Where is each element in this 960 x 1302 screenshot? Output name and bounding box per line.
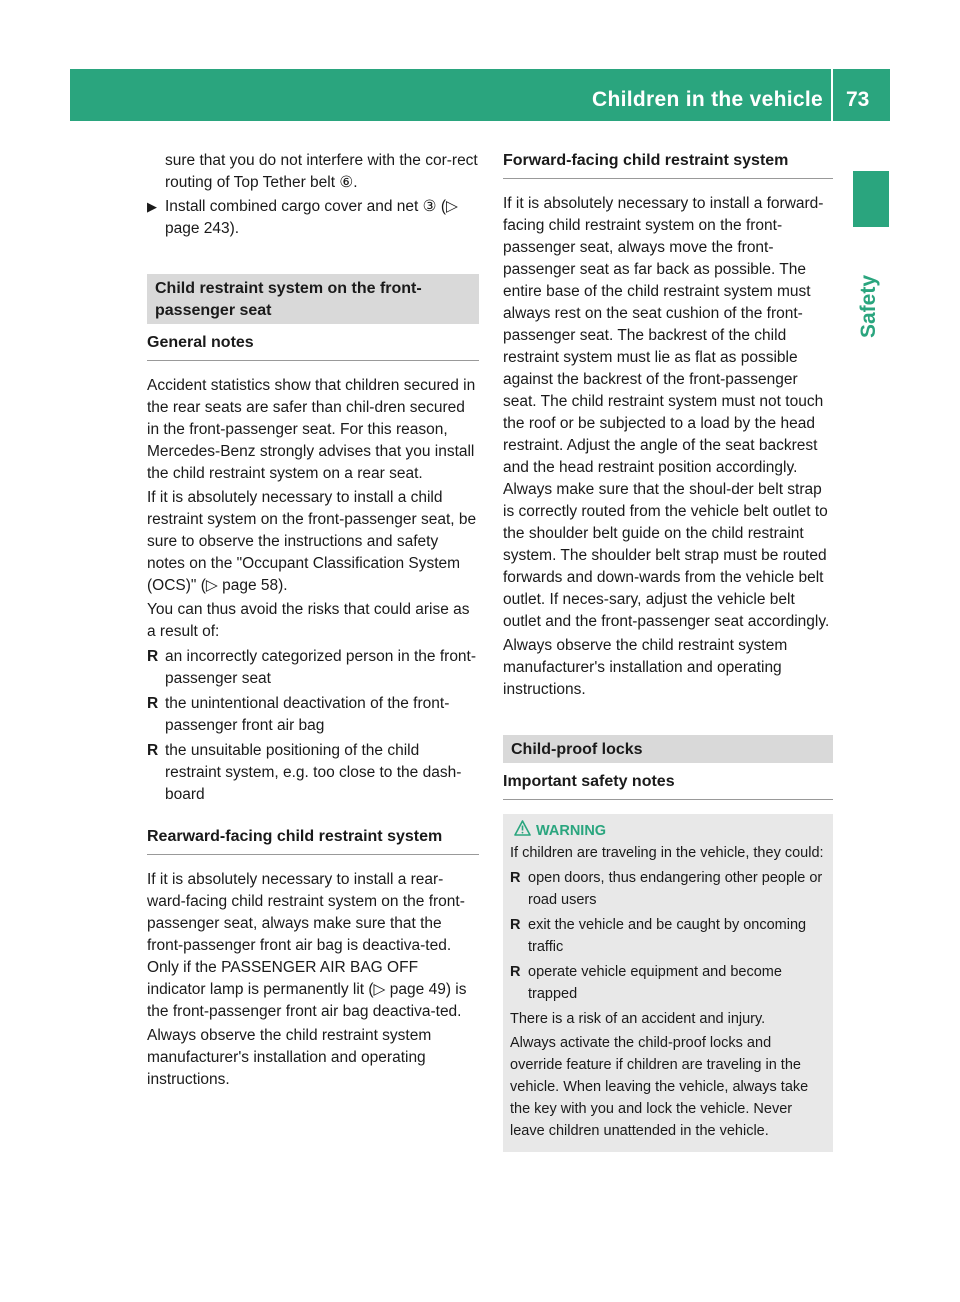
action-step-text: Install combined cargo cover and net ③ (▷ page 243). xyxy=(165,198,458,237)
bullet-icon: R xyxy=(147,648,159,665)
list-item xyxy=(147,740,479,806)
bullet-icon: R xyxy=(147,742,159,759)
paragraph: You can thus avoid the risks that could arise as a result of: xyxy=(147,601,470,640)
paragraph: Always observe the child restraint system manufacturer's installation and operating instructions. xyxy=(503,637,788,698)
warning-triangle-icon xyxy=(514,820,531,836)
warning-title-text: WARNING xyxy=(536,823,607,839)
general-notes-heading: General notes xyxy=(147,324,479,361)
list-item-text: open doors, thus endangering other people or road users xyxy=(528,870,823,908)
action-step xyxy=(147,196,479,240)
continued-text: sure that you do not interfere with the cor-rect routing of Top Tether belt ⑥. xyxy=(165,152,478,191)
list-item-text: the unsuitable positioning of the child restraint system, e.g. too close to the dash-board xyxy=(165,742,462,803)
header-divider xyxy=(831,69,833,121)
bullet-icon: R xyxy=(510,870,521,886)
section-title-child-proof-locks: Child-proof locks xyxy=(503,735,833,763)
triangle-right-icon: ▶ xyxy=(147,199,157,214)
list-item-text: exit the vehicle and be caught by oncoming traffic xyxy=(528,917,807,955)
side-section-label: Safety xyxy=(857,274,880,338)
warning-paragraph: Always activate the child-proof locks and override feature if children are traveling in the vehicle. When leaving the vehicle, always take the key with you and lock the vehicle. Never leave children unattended in the vehicle. xyxy=(510,1035,809,1139)
paragraph: Accident statistics show that children secured in the rear seats are safer than chil-dren secured in the front-passenger seat. For this reason, Mercedes-Benz strongly advises that you install the child restraint system on a rear seat. xyxy=(147,377,476,482)
left-column xyxy=(147,150,479,1093)
paragraph: If it is absolutely necessary to install a forward-facing child restraint system on the front-passenger seat, always move the front-passenger seat as far back as possible. The entire base of the child restraint system must always rest on the seat cushion of the front-passenger seat. The backrest of the child restraint system must lie as flat as possible against the backrest of the front-passenger seat. The child restraint system must not touch the roof or be subjected to a load by the head restraint. Adjust the angle of the seat backrest and the head restraint position accordingly. Always make sure that the shoul-der belt strap is correctly routed from the vehicle belt outlet to the shoulder belt guide on the child restraint system. The shoulder belt strap must be routed forwards and down-wards from the vehicle belt outlet. If neces-sary, adjust the vehicle belt outlet and the front-passenger seat accordingly. xyxy=(503,195,830,630)
warning-intro: If children are traveling in the vehicle, they could: xyxy=(510,845,824,861)
right-column xyxy=(503,150,833,1152)
page-number: 73 xyxy=(846,88,870,111)
warning-box xyxy=(503,814,833,1152)
list-item xyxy=(147,693,479,737)
important-safety-notes-heading: Important safety notes xyxy=(503,763,833,800)
list-item xyxy=(510,914,827,958)
side-tab-marker xyxy=(853,171,889,227)
list-item-text: operate vehicle equipment and become trapped xyxy=(528,964,782,1002)
section-title-front-seat: Child restraint system on the front-passenger seat xyxy=(147,274,479,324)
bullet-icon: R xyxy=(510,964,521,980)
warning-title xyxy=(510,820,827,842)
list-item xyxy=(510,867,827,911)
list-item-text: the unintentional deactivation of the front-passenger front air bag xyxy=(165,695,450,734)
bullet-icon: R xyxy=(147,695,159,712)
forward-facing-heading: Forward-facing child restraint system xyxy=(503,150,833,179)
paragraph: Always observe the child restraint system manufacturer's installation and operating instructions. xyxy=(147,1027,432,1088)
rearward-facing-heading: Rearward-facing child restraint system xyxy=(147,818,479,855)
paragraph: If it is absolutely necessary to install a rear-ward-facing child restraint system on the front-passenger seat, always make sure that the front-passenger front air bag is deactiva-ted. Only if the PASSENGER AIR BAG OFF indicator lamp is permanently lit (▷ page 49) is the front-passenger front air bag deactiva-ted. xyxy=(147,871,467,1020)
page-title: Children in the vehicle xyxy=(592,88,823,111)
list-item xyxy=(510,961,827,1005)
list-item-text: an incorrectly categorized person in the front-passenger seat xyxy=(165,648,477,687)
paragraph: If it is absolutely necessary to install a child restraint system on the front-passenger seat, be sure to observe the instructions and safety notes on the "Occupant Classification System (OCS)" (▷ page 58). xyxy=(147,489,477,594)
warning-paragraph: There is a risk of an accident and injury. xyxy=(510,1011,766,1027)
bullet-icon: R xyxy=(510,917,521,933)
list-item xyxy=(147,646,479,690)
